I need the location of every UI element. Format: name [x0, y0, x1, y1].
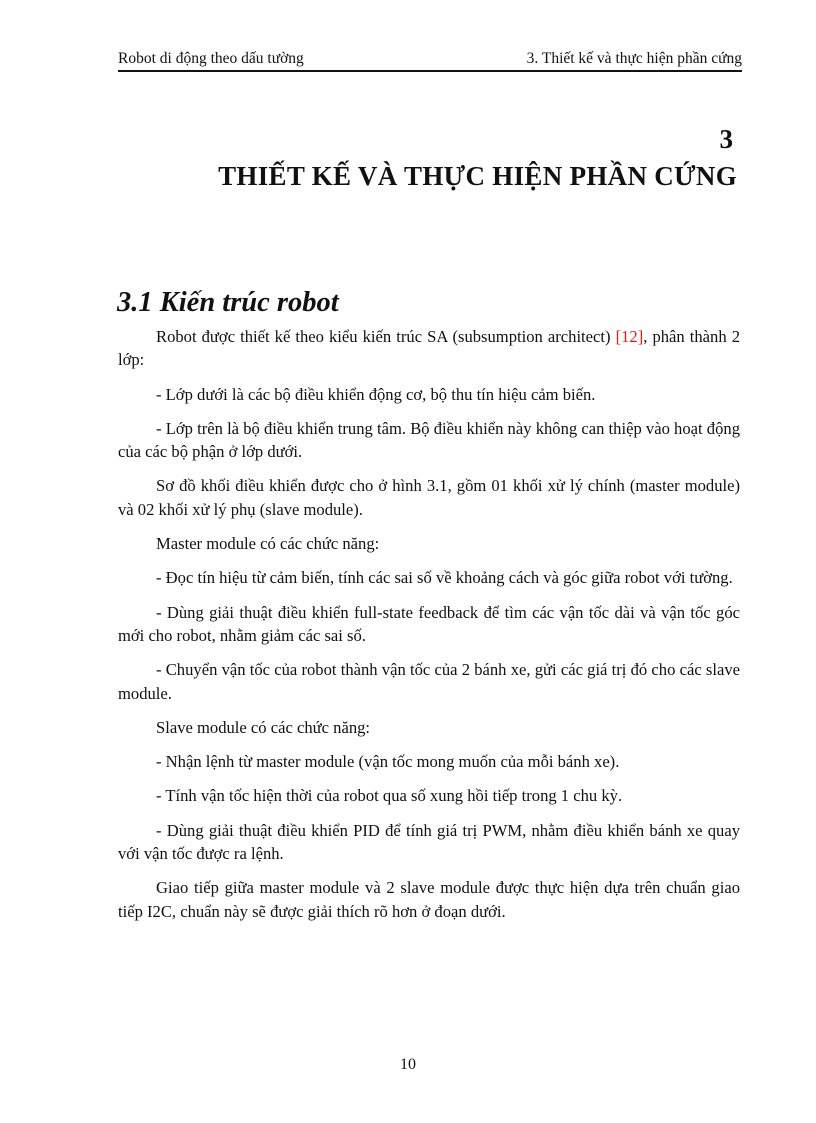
header-chapter-title: 3. Thiết kế và thực hiện phần cứng — [526, 50, 742, 67]
paragraph: Master module có các chức năng: — [156, 534, 380, 554]
paragraph: - Lớp trên là bộ điều khiển trung tâm. Bộ điều khiển này không can thiệp vào hoạt động của các bộ phận ở lớp dưới. — [118, 418, 740, 462]
paragraph: - Đọc tín hiệu từ cảm biến, tính các sai số về khoảng cách và góc giữa robot với tường. — [156, 568, 733, 588]
header-book-title: Robot di động theo dấu tường — [118, 50, 304, 67]
paragraph-text: Robot được thiết kế theo kiểu kiến trúc SA (subsumption architect) — [156, 327, 616, 346]
page-number: 10 — [400, 1056, 416, 1073]
chapter-number: 3 — [719, 124, 733, 154]
paragraph: Giao tiếp giữa master module và 2 slave module được thực hiện dựa trên chuẩn giao tiếp I2C, chuẩn này sẽ được giải thích rõ hơn ở đoạn dưới. — [118, 878, 740, 921]
paragraph — [118, 325, 740, 372]
running-header — [118, 50, 742, 70]
paragraph: - Dùng giải thuật điều khiển full-state feedback để tìm các vận tốc dài và vận tốc góc mới cho robot, nhằm giảm các sai số. — [118, 602, 740, 645]
chapter-title: THIẾT KẾ VÀ THỰC HIỆN PHẦN CỨNG — [218, 161, 737, 191]
paragraph-text: , phân thành 2 lớp: — [118, 327, 740, 370]
paragraph: Slave module có các chức năng: — [156, 717, 371, 737]
header-divider — [118, 70, 742, 72]
paragraph: Sơ đồ khối điều khiển được cho ở hình 3.1, gồm 01 khối xử lý chính (master module) và 02 khối xử lý phụ (slave module). — [118, 476, 740, 519]
paragraph: - Chuyển vận tốc của robot thành vận tốc của 2 bánh xe, gửi các giá trị đó cho các slave module. — [118, 660, 740, 703]
paragraph: - Dùng giải thuật điều khiển PID để tính giá trị PWM, nhằm điều khiển bánh xe quay với vận tốc được ra lệnh. — [118, 820, 740, 864]
citation-link[interactable]: [12] — [615, 327, 644, 346]
paragraph: - Nhận lệnh từ master module (vận tốc mong muốn của mỗi bánh xe). — [156, 752, 620, 772]
paragraph: - Lớp dưới là các bộ điều khiển động cơ, bộ thu tín hiệu cảm biến. — [156, 384, 596, 404]
section-heading: 3.1 Kiến trúc robot — [117, 287, 339, 318]
body-text — [118, 325, 740, 934]
paragraph: - Tính vận tốc hiện thời của robot qua số xung hồi tiếp trong 1 chu kỳ. — [156, 786, 623, 806]
